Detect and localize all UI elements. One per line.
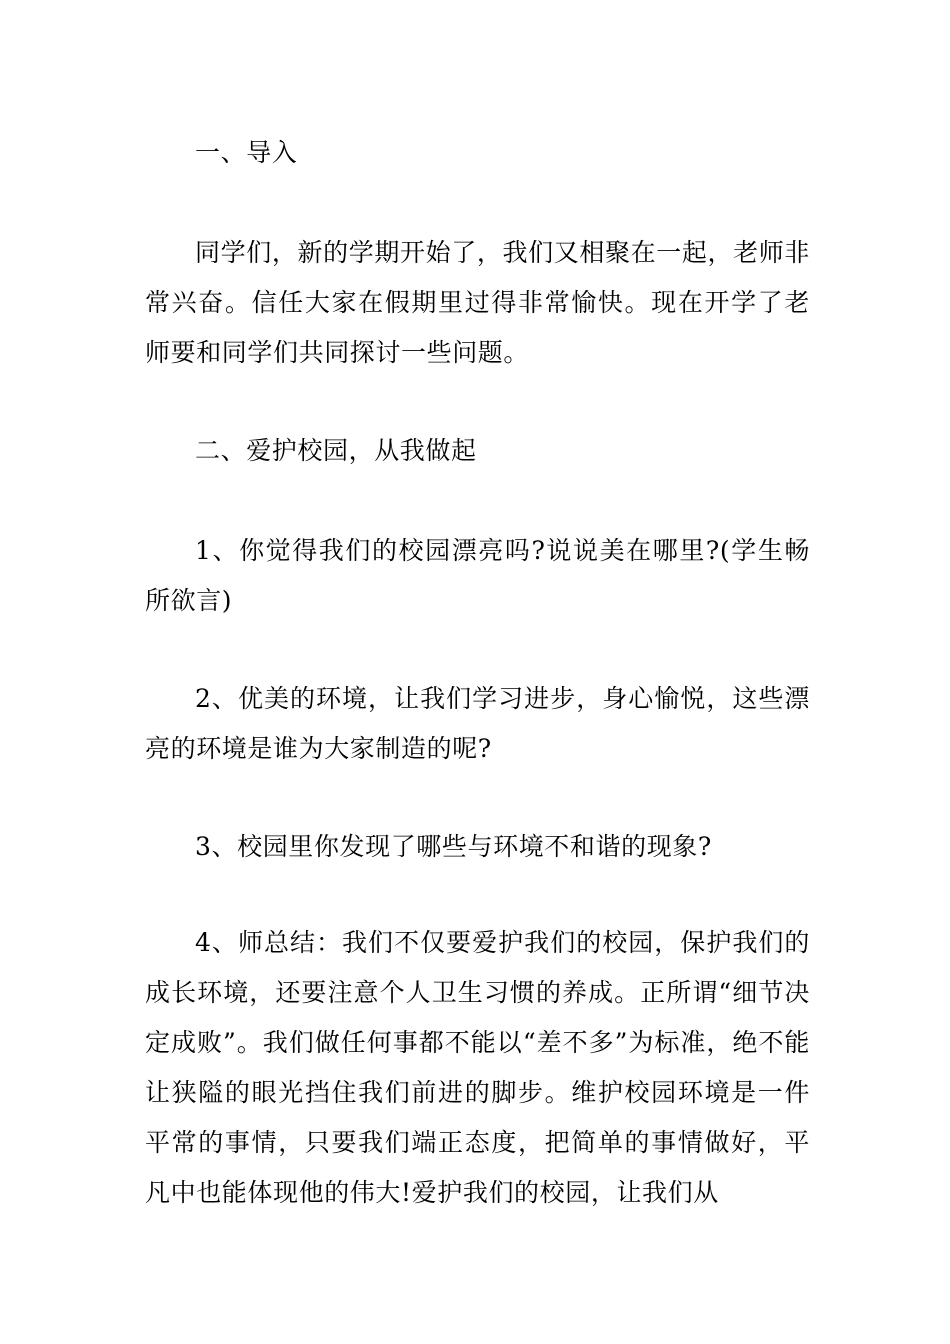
paragraph-item-2: 2、优美的环境，让我们学习进步，身心愉悦，这些漂亮的环境是谁为大家制造的呢?: [145, 684, 810, 763]
paragraph-intro: 同学们，新的学期开始了，我们又相聚在一起，老师非常兴奋。信任大家在假期里过得非常愉快。现在开学了老师要和同学们共同探讨一些问题。: [145, 238, 810, 367]
paragraph-item-1: 1、你觉得我们的校园漂亮吗?说说美在哪里?(学生畅所欲言): [145, 536, 810, 615]
paragraph-item-3: 3、校园里你发现了哪些与环境不和谐的现象?: [195, 832, 712, 861]
section-heading-campus: 二、爱护校园，从我做起: [195, 436, 477, 465]
document-body: [145, 128, 810, 1218]
section-heading-intro: 一、导入: [195, 138, 298, 167]
paragraph-item-4: 4、师总结：我们不仅要爱护我们的校园，保护我们的成长环境，还要注意个人卫生习惯的养成。正所谓“细节决定成败”。我们做任何事都不能以“差不多”为标准，绝不能让狭隘的眼光挡住我们前进的脚步。维护校园环境是一件平常的事情，只要我们端正态度，把简单的事情做好，平凡中也能体现他的伟大!爱护我们的校园，让我们从: [145, 928, 810, 1207]
